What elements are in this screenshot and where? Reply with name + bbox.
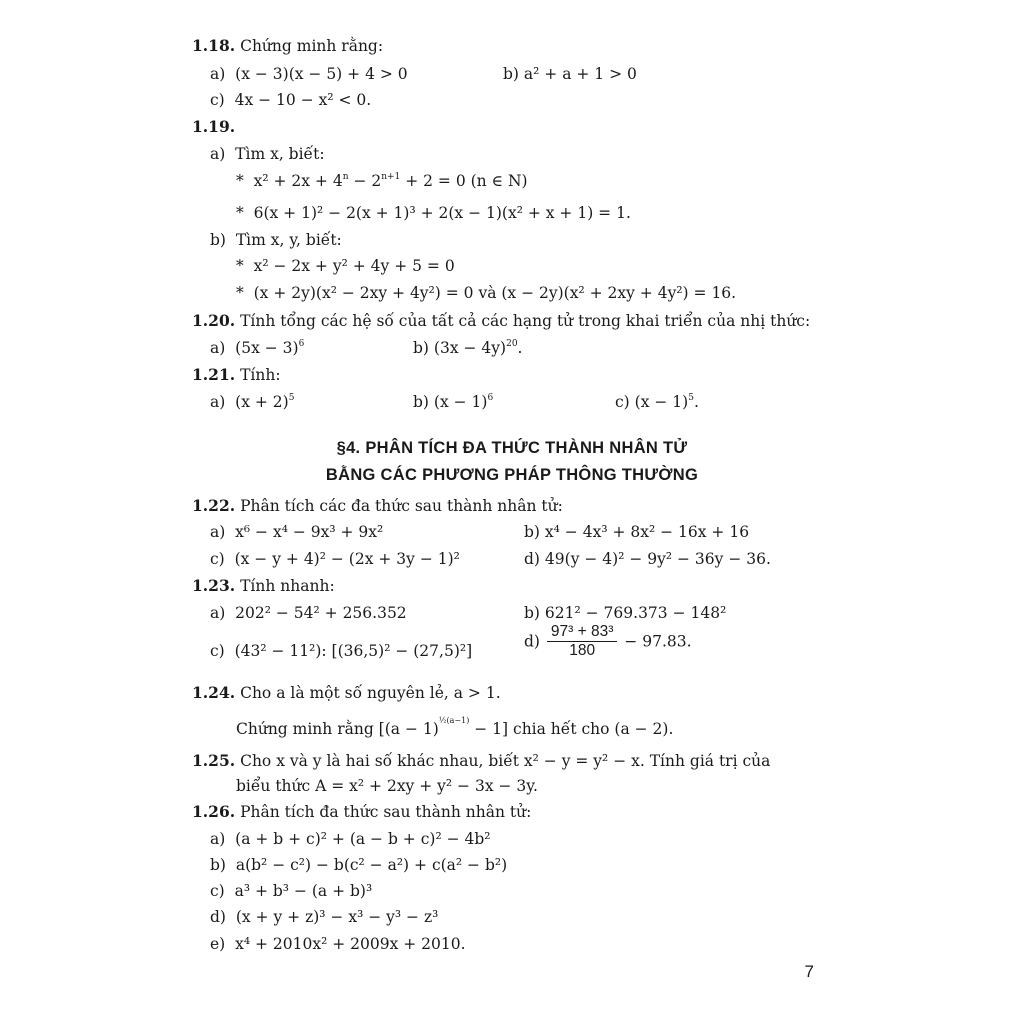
problem-1-24-line2: Chứng minh rằng $[(a - 1)^{\frac{1}{2}(a-1)} - 1]$ chia hết cho (a − 2). [236, 715, 674, 738]
problem-1-22-a: a) x⁶ − x⁴ − 9x³ + 9x² [210, 523, 384, 541]
problem-title: Chứng minh rằng: [240, 37, 384, 55]
problem-1-26-header: 1.26. Phân tích đa thức sau thành nhân tử: [192, 802, 532, 821]
problem-1-19-b1: * x² − 2x + y² + 4y + 5 = 0 [236, 257, 455, 275]
problem-1-19-a2: * 6(x + 1)² − 2(x + 1)³ + 2(x − 1)(x² + x + 1) = 1. [236, 204, 631, 222]
problem-1-21-b: b) $(x - 1)^6$ [413, 392, 494, 411]
problem-1-26-c: c) a³ + b³ − (a + b)³ [210, 882, 373, 900]
problem-1-22-header: 1.22. Phân tích các đa thức sau thành nhân tử: [192, 496, 563, 515]
problem-1-18-header [192, 36, 383, 56]
section-heading-line1: §4. PHÂN TÍCH ĐA THỨC THÀNH NHÂN TỬ [336, 439, 688, 457]
problem-1-19-header: 1.19. [192, 117, 236, 136]
problem-1-18-c: c) 4x − 10 − x² < 0. [210, 91, 372, 109]
fraction: $\frac{\text{97³ + 83³}}{180}$ [547, 623, 617, 660]
problem-1-19-a1: * $x^2 + 2x + 4^n - 2^{n+1} + 2 = 0$ (n ∈ N) [236, 171, 528, 190]
problem-1-25-line2: biểu thức A = x² + 2xy + y² − 3x − 3y. [236, 777, 538, 795]
problem-1-19-a-label: a) Tìm x, biết: [210, 145, 325, 163]
problem-1-26-e: e) x⁴ + 2010x² + 2009x + 2010. [210, 935, 466, 953]
problem-1-18-b: b) a² + a + 1 > 0 [503, 65, 637, 83]
section-heading-line2: BẰNG CÁC PHƯƠNG PHÁP THÔNG THƯỜNG [325, 466, 699, 484]
problem-1-20-a: a) $(5x - 3)^6$ [210, 338, 305, 357]
problem-number: 1.18. [192, 36, 236, 55]
problem-1-18-a: a) (x − 3)(x − 5) + 4 > 0 [210, 65, 408, 83]
problem-1-21-a: a) $(x + 2)^5$ [210, 392, 295, 411]
problem-1-26-b: b) a(b² − c²) − b(c² − a²) + c(a² − b²) [210, 856, 508, 874]
problem-1-23-c: c) (43² − 11²): [(36,5)² − (27,5)²] [210, 642, 473, 660]
problem-1-22-d: d) 49(y − 4)² − 9y² − 36y − 36. [524, 550, 771, 568]
problem-1-21-header: 1.21. Tính: [192, 365, 281, 384]
problem-1-26-d: d) (x + y + z)³ − x³ − y³ − z³ [210, 908, 439, 926]
page-number: 7 [804, 962, 814, 981]
problem-1-22-b: b) x⁴ − 4x³ + 8x² − 16x + 16 [524, 523, 750, 541]
problem-1-22-c: c) (x − y + 4)² − (2x + 3y − 1)² [210, 550, 460, 568]
problem-1-23-header: 1.23. Tính nhanh: [192, 576, 335, 595]
problem-1-20-header: 1.20. Tính tổng các hệ số của tất cả các hạng tử trong khai triển của nhị thức: [192, 311, 811, 330]
problem-1-19-b2: * (x + 2y)(x² − 2xy + 4y²) = 0 và (x − 2y)(x² + 2xy + 4y²) = 16. [236, 284, 737, 302]
problem-1-23-a: a) 202² − 54² + 256.352 [210, 604, 407, 622]
problem-1-19-b-label: b) Tìm x, y, biết: [210, 231, 342, 249]
problem-1-21-c: c) $(x - 1)^5$. [615, 392, 699, 411]
problem-1-24-header: 1.24. Cho a là một số nguyên lẻ, a > 1. [192, 683, 501, 702]
problem-1-23-d: d) $\frac{\text{97³ + 83³}}{180}$ − 97.83. [524, 623, 692, 659]
problem-1-25-line1: 1.25. Cho x và y là hai số khác nhau, biết x² − y = y² − x. Tính giá trị của [192, 751, 771, 770]
problem-1-23-b: b) 621² − 769.373 − 148² [524, 604, 727, 622]
problem-1-20-b: b) $(3x - 4y)^{20}$. [413, 338, 523, 357]
problem-1-26-a: a) (a + b + c)² + (a − b + c)² − 4b² [210, 830, 491, 848]
